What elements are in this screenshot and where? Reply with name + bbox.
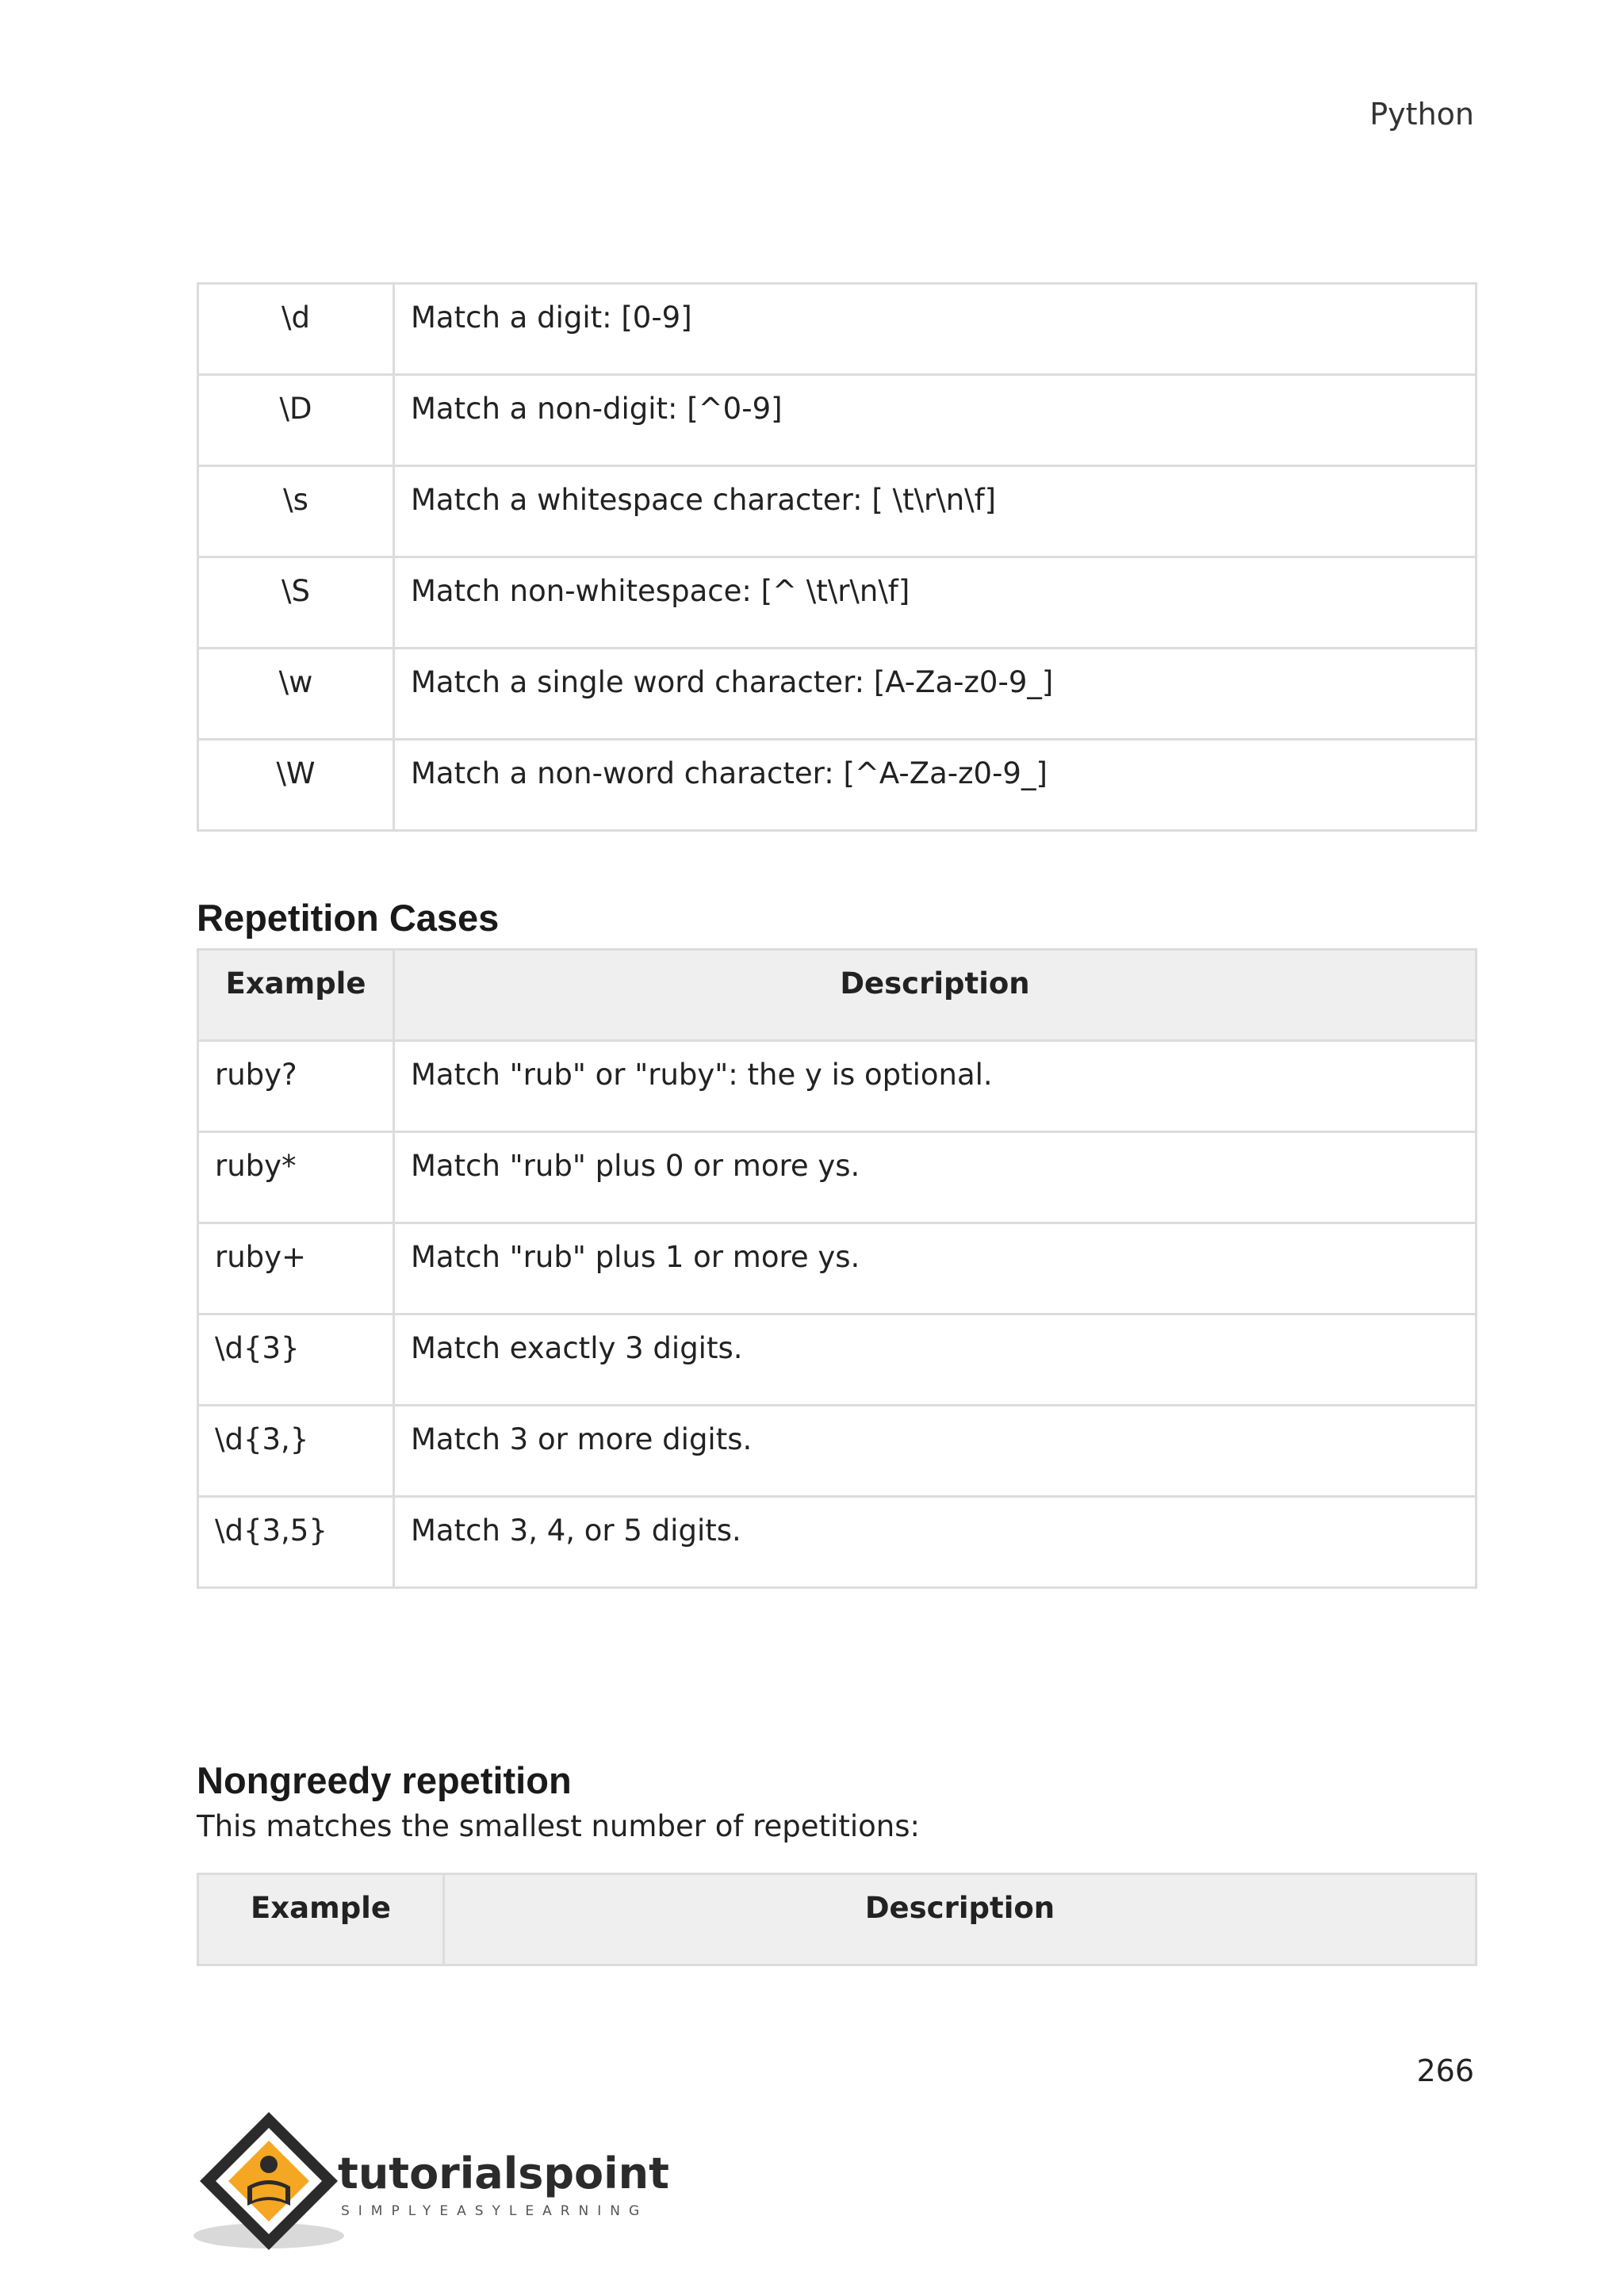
page-number: 266: [1416, 2053, 1474, 2088]
example-cell: \d{3,}: [198, 1406, 394, 1497]
section-title-nongreedy: Nongreedy repetition: [197, 1759, 572, 1801]
example-cell: \d{3,5}: [198, 1497, 394, 1588]
description-cell: Match "rub" plus 0 or more ys.: [394, 1132, 1477, 1223]
table-row: [198, 1223, 1477, 1314]
example-cell: ruby+: [198, 1223, 394, 1314]
column-header-description: Description: [394, 950, 1477, 1041]
running-header: Python: [1369, 97, 1474, 132]
description-cell: Match exactly 3 digits.: [394, 1314, 1477, 1406]
table-header-row: [198, 950, 1477, 1041]
description-cell: Match a single word character: [A-Za-z0-9_]: [394, 649, 1477, 740]
example-cell: \d: [198, 284, 394, 375]
table-row: [198, 557, 1477, 649]
table-row: [198, 466, 1477, 557]
description-cell: Match a digit: [0-9]: [394, 284, 1477, 375]
example-cell: \S: [198, 557, 394, 649]
column-header-example: Example: [198, 950, 394, 1041]
table-row: [198, 284, 1477, 375]
example-cell: ruby*: [198, 1132, 394, 1223]
example-cell: \w: [198, 649, 394, 740]
table-row: [198, 375, 1477, 466]
description-cell: Match a whitespace character: [ \t\r\n\f]: [394, 466, 1477, 557]
description-cell: Match a non-digit: [^0-9]: [394, 375, 1477, 466]
description-cell: Match "rub" plus 1 or more ys.: [394, 1223, 1477, 1314]
table-header-row: [198, 1874, 1477, 1965]
nongreedy-table: [197, 1873, 1477, 1966]
char-class-table: [197, 282, 1477, 832]
column-header-example: Example: [198, 1874, 444, 1965]
table-row: [198, 1132, 1477, 1223]
table-row: [198, 1406, 1477, 1497]
example-cell: \D: [198, 375, 394, 466]
section-title-repetition: Repetition Cases: [197, 897, 500, 939]
column-header-description: Description: [444, 1874, 1477, 1965]
logo-tagline: SIMPLYEASYLEARNING: [341, 2203, 649, 2219]
table-row: [198, 740, 1477, 831]
example-cell: \W: [198, 740, 394, 831]
table-row: [198, 1314, 1477, 1406]
logo-text: tutorialspoint: [338, 2149, 669, 2198]
example-cell: ruby?: [198, 1041, 394, 1132]
example-cell: \d{3}: [198, 1314, 394, 1406]
description-cell: Match a non-word character: [^A-Za-z0-9_]: [394, 740, 1477, 831]
description-cell: Match 3 or more digits.: [394, 1406, 1477, 1497]
table-row: [198, 1041, 1477, 1132]
section-intro: This matches the smallest number of repetitions:: [197, 1809, 920, 1843]
description-cell: Match "rub" or "ruby": the y is optional.: [394, 1041, 1477, 1132]
repetition-table: [197, 948, 1477, 1589]
table-row: [198, 1497, 1477, 1588]
description-cell: Match 3, 4, or 5 digits.: [394, 1497, 1477, 1588]
table-row: [198, 649, 1477, 740]
tutorialspoint-logo: [193, 2109, 685, 2256]
example-cell: \s: [198, 466, 394, 557]
description-cell: Match non-whitespace: [^ \t\r\n\f]: [394, 557, 1477, 649]
